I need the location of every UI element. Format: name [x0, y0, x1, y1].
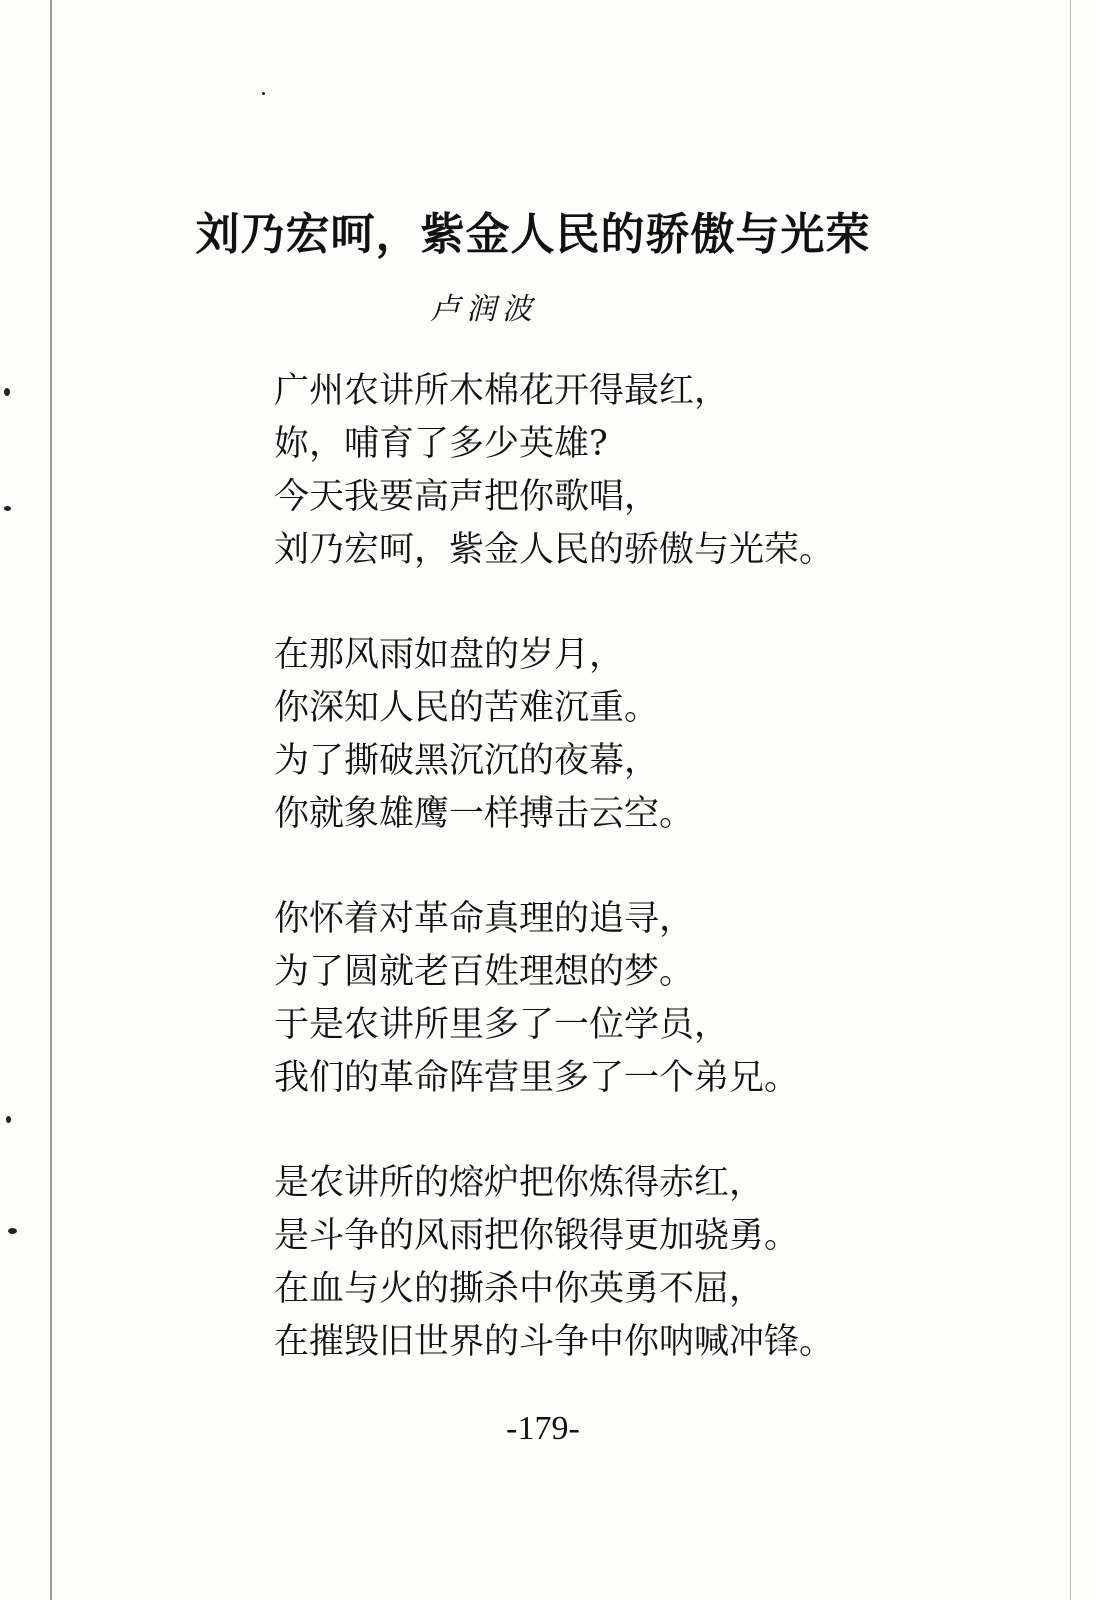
poem-author: 卢润波 — [430, 292, 538, 327]
poem-line: 为了撕破黑沉沉的夜幕， — [274, 741, 660, 781]
scan-speck — [4, 388, 10, 396]
scan-speck — [4, 506, 11, 511]
poem-title — [0, 200, 1096, 270]
poem-body — [274, 365, 914, 1421]
poem-title-text: 刘乃宏呵，紫金人民的骄傲与光荣 — [195, 209, 871, 260]
poem-line: 今天我要高声把你歌唱， — [274, 477, 660, 517]
page-number — [0, 1404, 1096, 1454]
page-number-text: -179- — [506, 1410, 580, 1447]
poem-line: 妳，哺育了多少英雄? — [274, 424, 608, 464]
poem-line: 你怀着对革命真理的追寻， — [274, 899, 695, 939]
poem-line: 于是农讲所里多了一位学员， — [274, 1005, 730, 1045]
poem-line: 在摧毁旧世界的斗争中你呐喊冲锋。 — [274, 1322, 835, 1362]
poem-line: 是斗争的风雨把你锻得更加骁勇。 — [274, 1216, 800, 1256]
poem-line: 你深知人民的苦难沉重。 — [274, 688, 660, 728]
poem-line: 我们的革命阵营里多了一个弟兄。 — [274, 1058, 800, 1098]
poem-line: 为了圆就老百姓理想的梦。 — [274, 952, 695, 992]
scan-speck — [8, 1228, 17, 1234]
stanza-2 — [274, 629, 914, 841]
poem-line: 在那风雨如盘的岁月， — [274, 635, 625, 675]
poem-line: 在血与火的撕杀中你英勇不屈， — [274, 1269, 765, 1309]
scan-speck — [6, 1116, 11, 1123]
poem-line: 刘乃宏呵，紫金人民的骄傲与光荣。 — [274, 530, 835, 570]
stanza-4 — [274, 1157, 914, 1369]
stanza-3 — [274, 893, 914, 1105]
poem-line: 你就象雄鹰一样搏击云空。 — [274, 794, 695, 834]
poem-line: 是农讲所的熔炉把你炼得赤红， — [274, 1163, 765, 1203]
scan-speck — [262, 92, 265, 95]
poem-line: 广州农讲所木棉花开得最红， — [274, 371, 730, 411]
stanza-1 — [274, 365, 914, 577]
